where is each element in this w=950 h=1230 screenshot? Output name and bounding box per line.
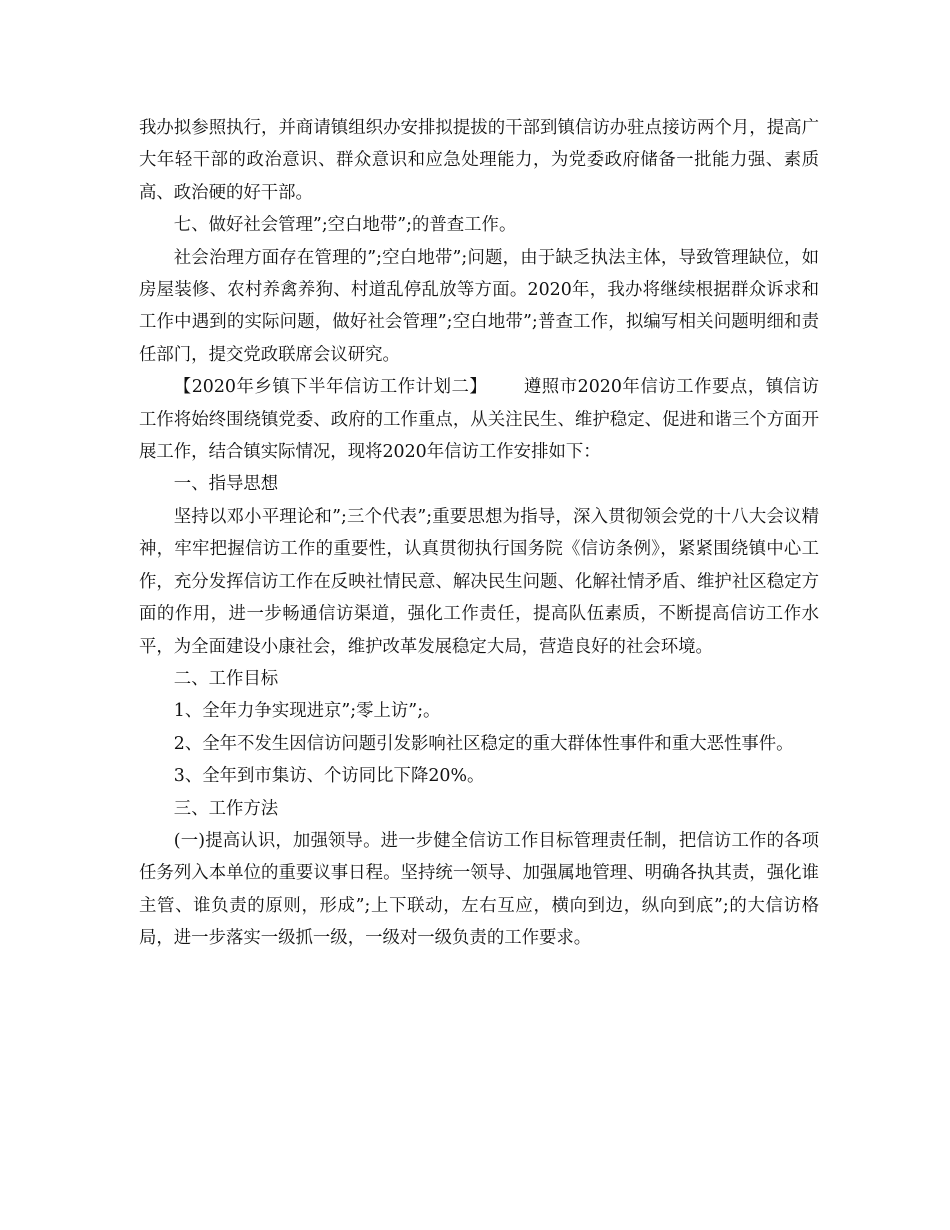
plan-title: 【2020年乡镇下半年信访工作计划二】 bbox=[173, 377, 488, 398]
paragraph-1: 我办拟参照执行，并商请镇组织办安排拟提拔的干部到镇信访办驻点接访两个月，提高广大年轻干部的政治意识、群众意识和应急处理能力，为党委政府储备一批能力强、素质高、政治硬的好干部。 bbox=[139, 118, 819, 203]
section-7-heading: 七、做好社会管理”;空白地带”;的普查工作。 bbox=[173, 215, 517, 236]
goal-item-1: 1、全年力争实现进京”;零上访”;。 bbox=[173, 701, 441, 722]
plan-two-paragraph bbox=[139, 371, 819, 468]
heading-guiding-thought: 一、指导思想 bbox=[173, 474, 279, 495]
paragraph-guiding-thought: 坚持以邓小平理论和”;三个代表”;重要思想为指导，深入贯彻领会党的十八大会议精神，牢牢把握信访工作的重要性，认真贯彻执行国务院《信访条例》，紧紧围绕镇中心工作，充分发挥信访工作在反映社情民意、解决民生问题、化解社情矛盾、维护社区稳定方面的作用，进一步畅通信访渠道，强化工作责任，提高队伍素质，不断提高信访工作水平，为全面建设小康社会，维护改革发展稳定大局，营造良好的社会环境。 bbox=[139, 506, 819, 657]
paragraph-method-1: (一)提高认识，加强领导。进一步健全信访工作目标管理责任制，把信访工作的各项任务列入本单位的重要议事日程。坚持统一领导、加强属地管理、明确各执其责，强化谁主管、谁负责的原则，形成”;上下联动，左右互应，横向到边，纵向到底”;的大信访格局，进一步落实一级抓一级，一级对一级负责的工作要求。 bbox=[139, 830, 819, 949]
goal-item-2: 2、全年不发生因信访问题引发影响社区稳定的重大群体性事件和重大恶性事件。 bbox=[173, 733, 794, 754]
plan-intro: 遵照市2020年信访工作要点，镇信访工作将始终围绕镇党委、政府的工作重点，从关注民生、维护稳定、促进和谐三个方面开展工作，结合镇实际情况，现将2020年信访工作安排如下： bbox=[139, 377, 819, 463]
heading-work-methods: 三、工作方法 bbox=[173, 798, 279, 819]
document-page bbox=[139, 112, 819, 955]
goal-item-3: 3、全年到市集访、个访同比下降20%。 bbox=[173, 766, 485, 787]
heading-work-goals: 二、工作目标 bbox=[173, 668, 279, 689]
paragraph-social-governance: 社会治理方面存在管理的”;空白地带”;问题，由于缺乏执法主体，导致管理缺位，如房屋装修、农村养禽养狗、村道乱停乱放等方面。2020年，我办将继续根据群众诉求和工作中遇到的实际问题，做好社会管理”;空白地带”;普查工作，拟编写相关问题明细和责任部门，提交党政联席会议研究。 bbox=[139, 247, 819, 365]
